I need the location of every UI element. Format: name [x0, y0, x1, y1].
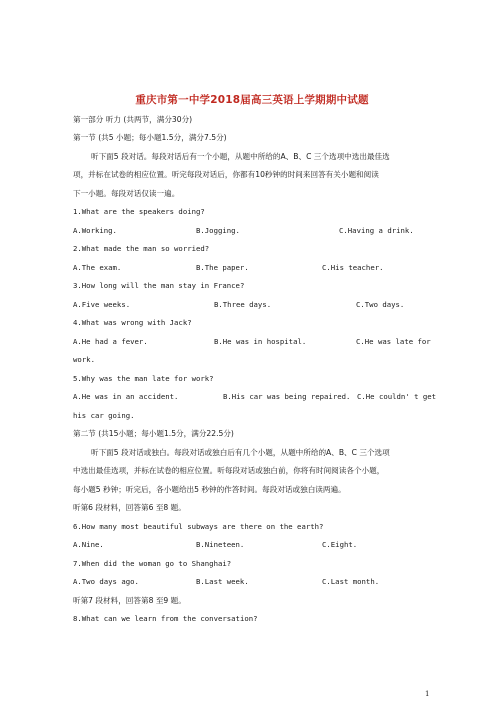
- option-b: B.Nineteen.: [196, 540, 245, 549]
- section2-heading: 第二节 (共15小题；每小题1.5分，满分22.5分): [73, 429, 234, 438]
- question-6-stem: 6.How many most beautiful subways are there on the earth?: [73, 522, 324, 531]
- section1-instruction-line3: 下一小题。每段对话仅读一遍。: [73, 189, 180, 198]
- option-c: C.He couldn' t get: [357, 392, 437, 401]
- option-b: B.The paper.: [196, 263, 249, 272]
- question-4-stem: 4.What was wrong with Jack?: [73, 318, 192, 327]
- section2-instruction-line3: 每小题5 秒钟；听完后，各小题给出5 秒钟的作答时间。每段对话或独白读两遍。: [73, 485, 346, 494]
- question-7-stem: 7.When did the woman go to Shanghai?: [73, 559, 232, 568]
- option-c: C.Last month.: [322, 577, 380, 586]
- option-a: A.Nine.: [73, 540, 104, 549]
- option-b: B.He was in hospital.: [214, 337, 307, 346]
- page-number: 1: [425, 690, 430, 698]
- option-a: A.Five weeks.: [73, 300, 131, 309]
- option-b: B.Last week.: [196, 577, 249, 586]
- part-heading: 第一部分 听力 (共两节，满分30分): [73, 115, 193, 124]
- question-2-stem: 2.What made the man so worried?: [73, 244, 210, 253]
- option-c: C.Two days.: [356, 300, 405, 309]
- section1-heading: 第一节 (共5 小题；每小题1.5分，满分7.5分): [73, 133, 227, 142]
- option-a: A.He had a fever.: [73, 337, 148, 346]
- question-4-option-c-continued: work.: [73, 355, 95, 364]
- question-1-stem: 1.What are the speakers doing?: [73, 207, 205, 216]
- page-title: 重庆市第一中学2018届高三英语上学期期中试题: [135, 94, 369, 106]
- option-c: C.Having a drink.: [339, 226, 414, 235]
- option-b: B.Three days.: [214, 300, 272, 309]
- option-a: A.He was in an accident.: [73, 392, 179, 401]
- option-c: C.He was late for: [356, 337, 431, 346]
- passage-6-heading: 听第6 段材料，回答第6 至8 题。: [73, 503, 186, 512]
- question-8-stem: 8.What can we learn from the conversation?: [73, 614, 258, 623]
- passage-7-heading: 听第7 段材料，回答第8 至9 题。: [73, 596, 186, 605]
- question-5-stem: 5.Why was the man late for work?: [73, 374, 214, 383]
- section1-instruction-line1: 听下面5 段对话。每段对话后有一个小题，从题中所给的A、B、C 三个选项中选出最佳选: [91, 152, 390, 161]
- section2-instruction-line2: 中选出最佳选项，并标在试卷的相应位置。听每段对话或独白前，你将有时间阅读各个小题，: [73, 466, 385, 475]
- question-3-stem: 3.How long will the man stay in France?: [73, 281, 245, 290]
- option-c: C.Eight.: [322, 540, 358, 549]
- option-a: A.Two days ago.: [73, 577, 139, 586]
- option-c: C.His teacher.: [322, 263, 384, 272]
- option-b: B.His car was being repaired.: [223, 392, 351, 401]
- option-b: B.Jogging.: [196, 226, 240, 235]
- option-a: A.The exam.: [73, 263, 122, 272]
- section1-instruction-line2: 项，并标在试卷的相应位置。听完每段对话后，你都有10秒钟的时间来回答有关小题和阅读: [73, 170, 379, 179]
- section2-instruction-line1: 听下面5 段对话或独白。每段对话或独白后有几个小题，从题中所给的A、B、C 三个选项: [91, 448, 390, 457]
- option-a: A.Working.: [73, 226, 117, 235]
- question-5-option-c-continued: his car going.: [73, 411, 135, 420]
